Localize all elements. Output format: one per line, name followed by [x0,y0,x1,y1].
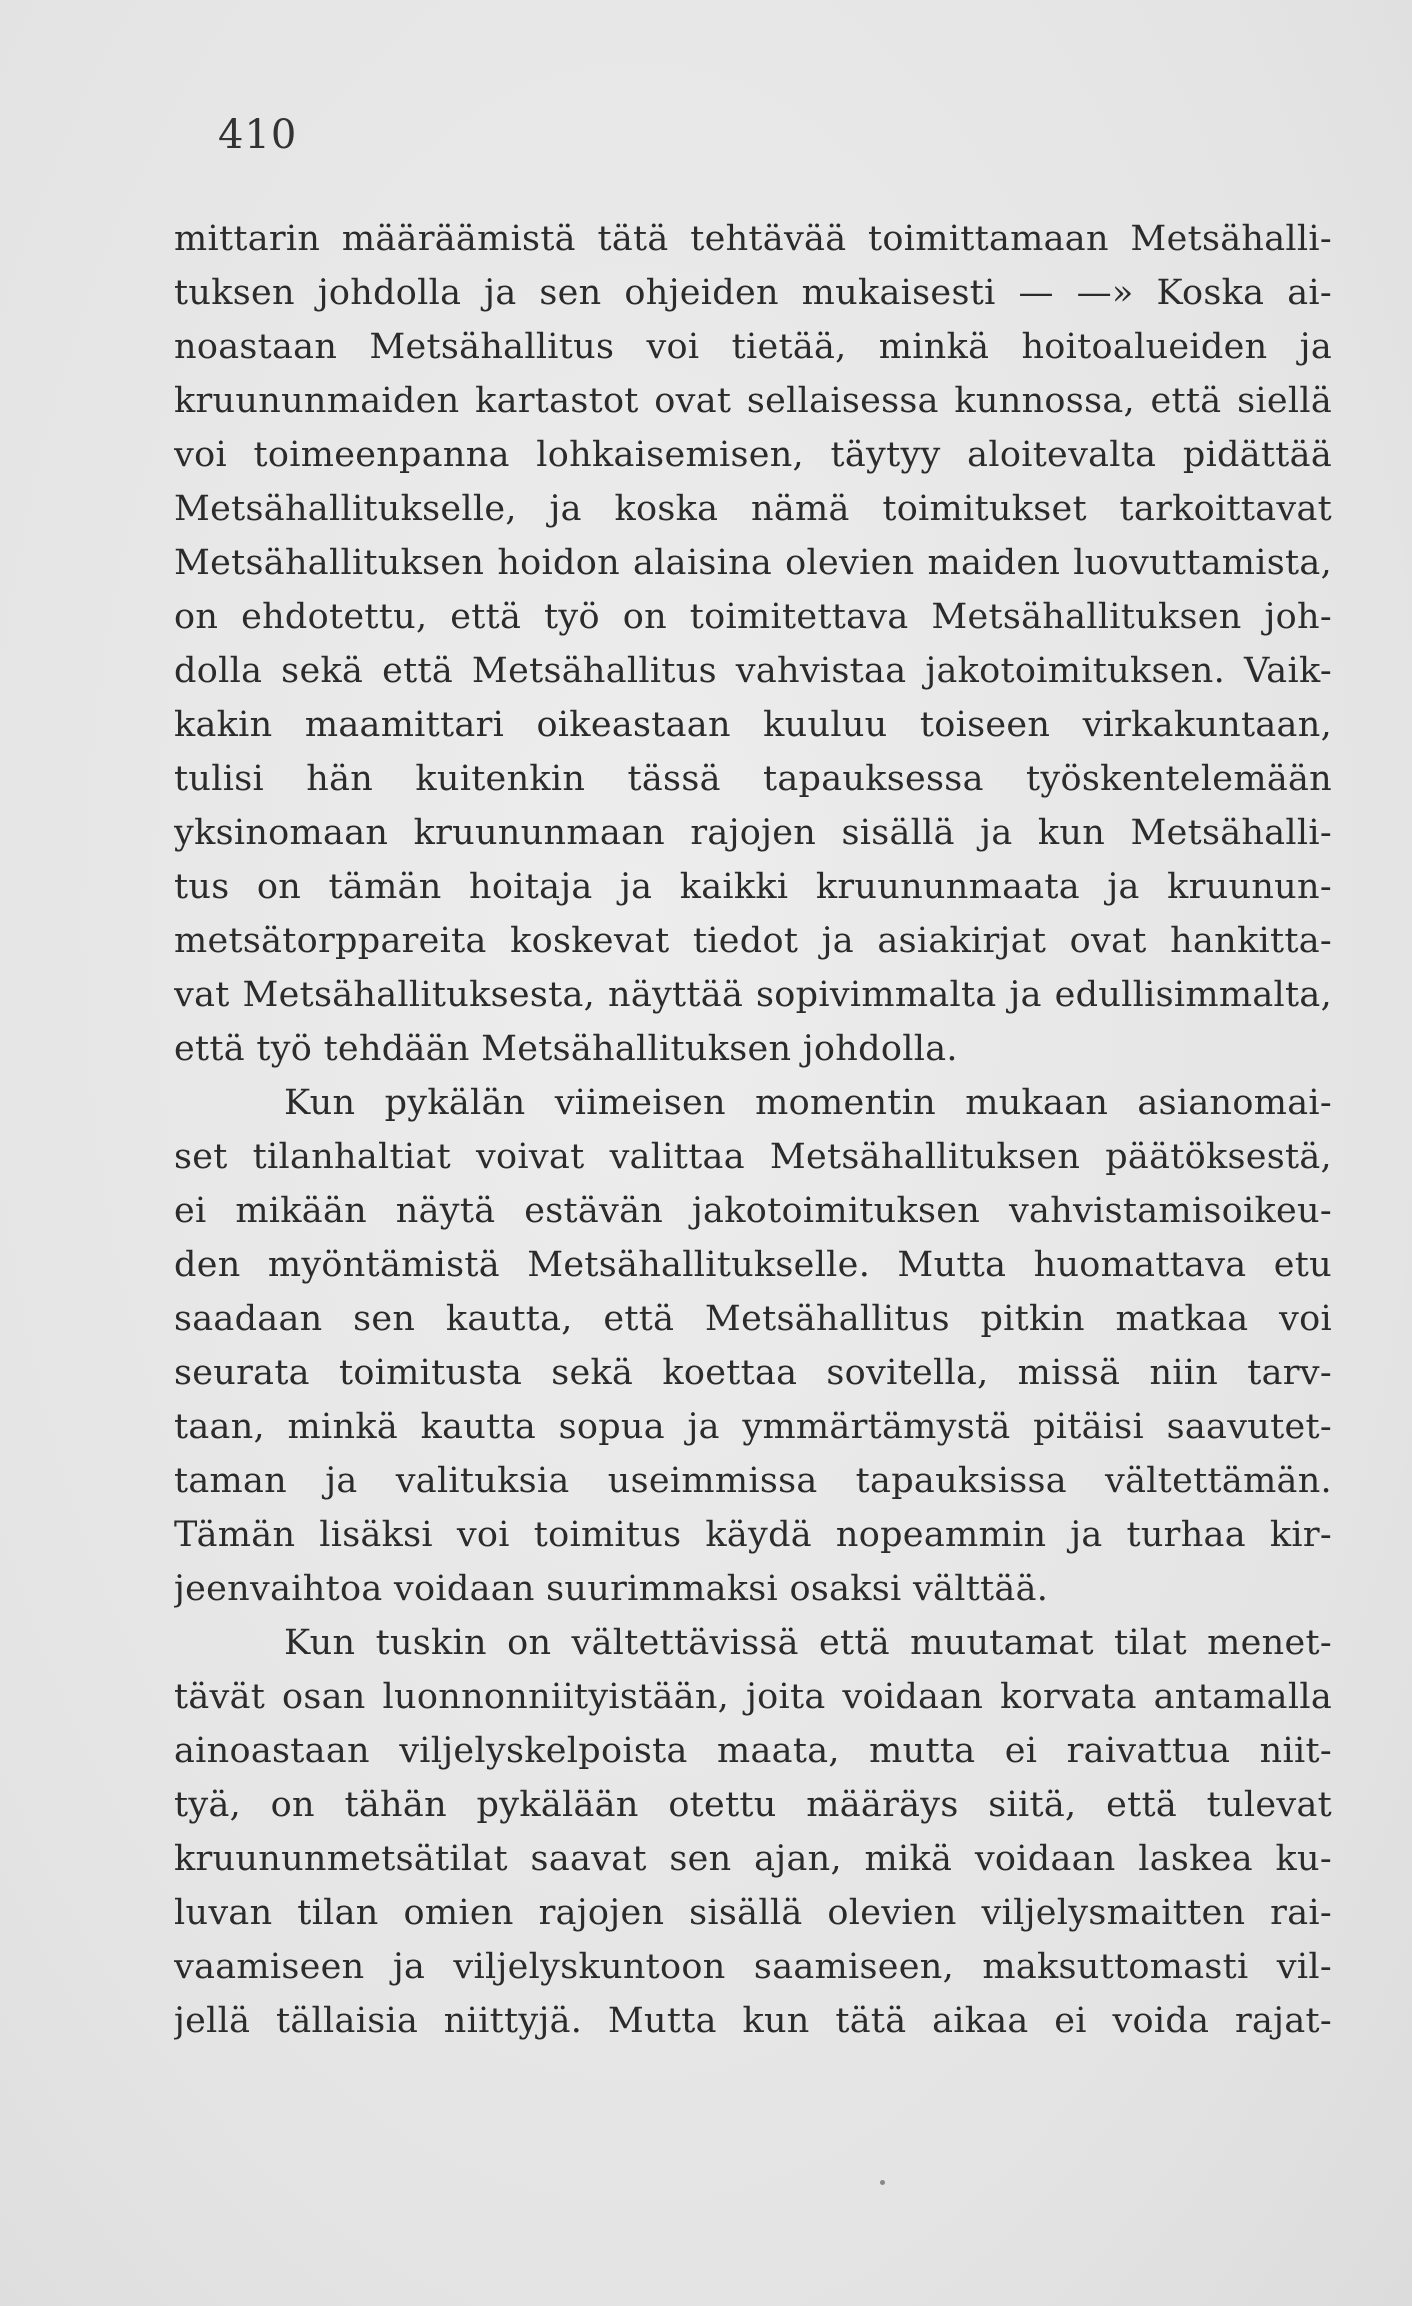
text-line: set tilanhaltiat voivat valittaa Metsähallituksen päätöksestä, [174,1137,1332,1177]
text-line: den myöntämistä Metsähallitukselle. Mutta huomattava etu [174,1245,1332,1285]
text-line: seurata toimitusta sekä koettaa sovitella, missä niin tarv- [174,1353,1332,1393]
text-line: tus on tämän hoitaja ja kaikki kruununmaata ja kruunun- [174,867,1332,907]
text-line: kakin maamittari oikeastaan kuuluu toiseen virkakuntaan, [174,705,1332,745]
text-line: Metsähallituksen hoidon alaisina olevien maiden luovuttamista, [174,543,1332,583]
text-line: kruununmetsätilat saavat sen ajan, mikä voidaan laskea ku- [174,1839,1332,1879]
text-line: saadaan sen kautta, että Metsähallitus pitkin matkaa voi [174,1299,1332,1339]
text-line: tävät osan luonnonniityistään, joita voidaan korvata antamalla [174,1677,1332,1717]
text-line: kruununmaiden kartastot ovat sellaisessa kunnossa, että siellä [174,381,1332,421]
body-text [174,212,1332,2048]
text-line: voi toimeenpanna lohkaisemisen, täytyy aloitevalta pidättää [174,435,1332,475]
text-line: ei mikään näytä estävän jakotoimituksen vahvistamisoikeu- [174,1191,1332,1231]
text-line: mittarin määräämistä tätä tehtävää toimittamaan Metsähalli- [174,219,1332,259]
text-line: jellä tällaisia niittyjä. Mutta kun tätä aikaa ei voida rajat- [174,2001,1332,2041]
text-line: noastaan Metsähallitus voi tietää, minkä hoitoalueiden ja [174,327,1332,367]
text-line: ainoastaan viljelyskelpoista maata, mutta ei raivattua niit- [174,1731,1332,1771]
text-line: tyä, on tähän pykälään otettu määräys siitä, että tulevat [174,1785,1332,1825]
text-line: vat Metsähallituksesta, näyttää sopivimmalta ja edullisimmalta, [174,975,1332,1015]
paper-speck [880,2180,885,2185]
text-line: tulisi hän kuitenkin tässä tapauksessa työskentelemään [174,759,1332,799]
page-number: 410 [218,112,298,158]
paragraph-end-line: että työ tehdään Metsähallituksen johdolla. [174,1029,958,1069]
text-line: taan, minkä kautta sopua ja ymmärtämystä pitäisi saavutet- [174,1407,1332,1447]
text-line: vaamiseen ja viljelyskuntoon saamiseen, maksuttomasti vil- [174,1947,1332,1987]
text-line: taman ja valituksia useimmissa tapauksissa vältettämän. [174,1461,1332,1501]
text-line: Metsähallitukselle, ja koska nämä toimitukset tarkoittavat [174,489,1332,529]
text-line: yksinomaan kruununmaan rajojen sisällä ja kun Metsähalli- [174,813,1332,853]
paragraph-end-line: jeenvaihtoa voidaan suurimmaksi osaksi välttää. [174,1569,1049,1609]
text-line: Tämän lisäksi voi toimitus käydä nopeammin ja turhaa kir- [174,1515,1332,1555]
text-line: tuksen johdolla ja sen ohjeiden mukaisesti — —» Koska ai- [174,273,1332,313]
text-line: luvan tilan omien rajojen sisällä olevien viljelysmaitten rai- [174,1893,1332,1933]
paragraph-start-line: Kun pykälän viimeisen momentin mukaan asianomai- [284,1083,1332,1123]
text-line: on ehdotettu, että työ on toimitettava Metsähallituksen joh- [174,597,1332,637]
paragraph-start-line: Kun tuskin on vältettävissä että muutamat tilat menet- [284,1623,1332,1663]
text-line: dolla sekä että Metsähallitus vahvistaa jakotoimituksen. Vaik- [174,651,1332,691]
text-line: metsätorppareita koskevat tiedot ja asiakirjat ovat hankitta- [174,921,1332,961]
